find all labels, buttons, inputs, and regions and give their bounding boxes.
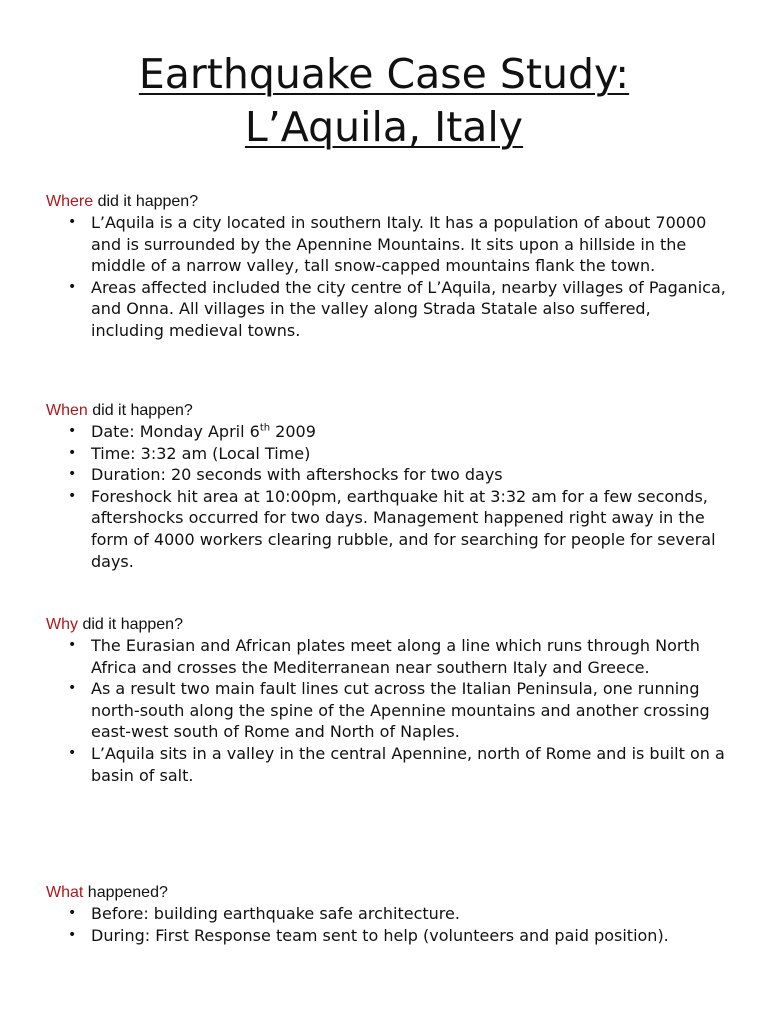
title-line-2: L’Aquila, Italy xyxy=(244,103,524,151)
section-when xyxy=(46,400,726,572)
bullet-icon: • xyxy=(68,423,77,439)
title-line-1: Earthquake Case Study: xyxy=(138,50,630,98)
heading-text: did it happen? xyxy=(78,616,183,633)
list-item-text: Time: 3:32 am (Local Time) xyxy=(91,443,311,463)
heading-keyword: What xyxy=(46,884,84,901)
section-where xyxy=(46,191,726,342)
list-item xyxy=(46,903,726,925)
bullet-icon: • xyxy=(68,680,77,697)
bullet-icon: • xyxy=(68,905,77,921)
list-item xyxy=(46,277,726,342)
list-item xyxy=(46,635,726,678)
heading-text: did it happen? xyxy=(93,193,199,210)
list-item xyxy=(46,678,726,743)
date-year: 2009 xyxy=(270,422,316,441)
bullet-list xyxy=(46,421,726,572)
bullet-icon: • xyxy=(68,214,77,230)
list-item-text: During: First Response team sent to help (volunteers and paid position). xyxy=(91,925,669,945)
list-item-text: L’Aquila sits in a valley in the central Apennine, north of Rome and is built on a basin of salt. xyxy=(91,743,725,785)
list-item-text: The Eurasian and African plates meet along a line which runs through North Africa and crosses the Mediterranean near southern Italy and Greece. xyxy=(91,636,700,677)
list-item xyxy=(46,421,726,443)
list-item-text: L’Aquila is a city located in southern Italy. It has a population of about 70000 and is surrounded by the Apennine Mountains. It sits upon a hillside in the middle of a narrow valley, tall snow-capped mountains flank the town. xyxy=(91,213,707,276)
list-item xyxy=(46,464,726,486)
list-item-text: Areas affected included the city centre of L’Aquila, nearby villages of Paganica, and Onna. All villages in the valley along Strada Statale also suffered, including medieval towns. xyxy=(91,277,726,340)
bullet-icon: • xyxy=(68,487,77,504)
list-item xyxy=(46,212,726,277)
bullet-list xyxy=(46,903,726,946)
heading-keyword: Why xyxy=(46,616,78,633)
bullet-icon: • xyxy=(68,744,77,761)
list-item-text: Duration: 20 seconds with aftershocks for two days xyxy=(91,465,503,485)
section-heading xyxy=(46,614,726,635)
section-heading xyxy=(46,191,726,212)
section-what xyxy=(46,882,726,946)
date-prefix: Date: Monday April 6 xyxy=(91,422,260,441)
bullet-icon: • xyxy=(68,444,77,461)
list-item-text: Before: building earthquake safe architecture. xyxy=(91,904,460,923)
list-item xyxy=(46,486,726,572)
bullet-list xyxy=(46,635,726,786)
section-heading xyxy=(46,400,726,421)
list-item xyxy=(46,443,726,465)
document-title xyxy=(0,48,768,154)
heading-text: happened? xyxy=(83,884,168,901)
list-item-text: As a result two main fault lines cut across the Italian Peninsula, one running north-south along the spine of the Apennine mountains and another crossing east-west south of Rome and North of Naples. xyxy=(91,679,710,742)
bullet-icon: • xyxy=(68,278,77,295)
bullet-icon: • xyxy=(68,926,77,943)
list-item xyxy=(46,925,726,947)
bullet-icon: • xyxy=(68,466,77,483)
bullet-list xyxy=(46,212,726,342)
bullet-icon: • xyxy=(68,637,77,653)
heading-keyword: When xyxy=(46,402,88,419)
section-heading xyxy=(46,882,726,903)
list-item-text: Foreshock hit area at 10:00pm, earthquake hit at 3:32 am for a few seconds, aftershocks occurred for two days. Management happened right away in the form of 4000 workers clearing rubble, and for searching for people for several days. xyxy=(91,486,716,571)
section-why xyxy=(46,614,726,786)
list-item xyxy=(46,743,726,786)
heading-keyword: Where xyxy=(46,193,94,210)
date-suffix-sup: th xyxy=(259,422,271,434)
heading-text: did it happen? xyxy=(87,402,193,419)
